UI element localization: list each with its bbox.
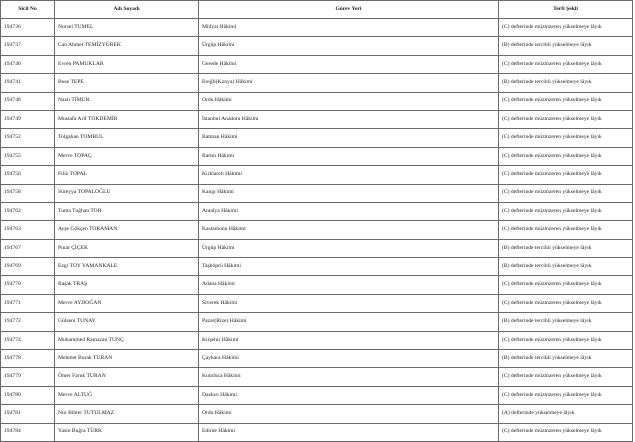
- sicil-no-cell: 194770: [1, 276, 55, 294]
- table-row: [1, 350, 633, 368]
- adi-soyadi-cell: Tolgahan TOMBUL: [55, 129, 199, 147]
- gorev-yeri-cell: Gerede Hâkimi: [199, 55, 499, 73]
- gorev-yeri-cell: Batman Hâkimi: [199, 129, 499, 147]
- adi-soyadi-cell: Ayşe Gökçen TORAMAN: [55, 221, 199, 239]
- terfi-sekli-cell: (C) defterinde müzmzeren yükselmeye lâyık: [499, 423, 633, 441]
- gorev-yeri-cell: Kırklareli Hâkimi: [199, 166, 499, 184]
- table-row: [1, 386, 633, 404]
- table-row: [1, 313, 633, 331]
- terfi-sekli-cell: (B) defterinde tercihli yükselmeye lâyık: [499, 74, 633, 92]
- gorev-yeri-cell: Adana Hâkimi: [199, 276, 499, 294]
- adi-soyadi-cell: Buse TEPE: [55, 74, 199, 92]
- table-row: [1, 239, 633, 257]
- adi-soyadi-cell: Merve ALTUĞ: [55, 386, 199, 404]
- header-row: [1, 1, 633, 19]
- terfi-sekli-cell: (C) defterinde müzmzeren yükselmeye lâyık: [499, 129, 633, 147]
- table-row: [1, 276, 633, 294]
- table-body: [1, 19, 633, 442]
- table-row: [1, 331, 633, 349]
- adi-soyadi-cell: Süreyya TOPALOĞLU: [55, 184, 199, 202]
- sicil-no-cell: 194749: [1, 110, 55, 128]
- adi-soyadi-cell: Muhammed Ramazan TUNÇ: [55, 331, 199, 349]
- adi-soyadi-cell: Ezgi TOY YAMANKALE: [55, 258, 199, 276]
- table-header: [1, 1, 633, 19]
- terfi-sekli-cell: (C) defterinde müzmzeren yükselmeye lâyık: [499, 331, 633, 349]
- gorev-yeri-cell: Bartın Hâkimi: [199, 147, 499, 165]
- table-row: [1, 74, 633, 92]
- adi-soyadi-cell: Merve AYDOĞAN: [55, 294, 199, 312]
- terfi-sekli-cell: (C) defterinde müzmzeren yükselmeye lâyık: [499, 276, 633, 294]
- table-row: [1, 405, 633, 423]
- sicil-no-cell: 194736: [1, 19, 55, 37]
- sicil-no-cell: 194767: [1, 239, 55, 257]
- sicil-no-cell: 194752: [1, 129, 55, 147]
- sicil-no-cell: 194740: [1, 55, 55, 73]
- table-row: [1, 368, 633, 386]
- table-row: [1, 294, 633, 312]
- terfi-sekli-cell: (C) defterinde müzmzeren yükselmeye lâyık: [499, 368, 633, 386]
- sicil-no-cell: 194771: [1, 294, 55, 312]
- terfi-sekli-cell: (B) defterinde tercihli yükselmeye lâyık: [499, 350, 633, 368]
- gorev-yeri-cell: Midyat Hâkimi: [199, 19, 499, 37]
- sicil-no-cell: 194737: [1, 37, 55, 55]
- terfi-sekli-cell: (B) defterinde tercihli yükselmeye lâyık: [499, 258, 633, 276]
- adi-soyadi-cell: Mustafa Arif TOKDEMİR: [55, 110, 199, 128]
- adi-soyadi-cell: Merve TOPAÇ: [55, 147, 199, 165]
- sicil-no-cell: 194763: [1, 221, 55, 239]
- terfi-sekli-cell: (B) defterinde tercihli yükselmeye lâyık: [499, 37, 633, 55]
- terfi-sekli-cell: (C) defterinde müzmzeren yükselmeye lâyık: [499, 55, 633, 73]
- gorev-yeri-cell: Dazkırı Hâkimi: [199, 386, 499, 404]
- gorev-yeri-cell: Ereğli(Konya) Hâkimi: [199, 74, 499, 92]
- table-row: [1, 147, 633, 165]
- gorev-yeri-cell: Ordu Hâkimi: [199, 405, 499, 423]
- adi-soyadi-cell: Filiz TOPAL: [55, 166, 199, 184]
- terfi-sekli-cell: (C) defterinde müzmzeren yükselmeye lâyık: [499, 19, 633, 37]
- adi-soyadi-cell: Yasin Buğra TÜRK: [55, 423, 199, 441]
- gorev-yeri-cell: Siverek Hâkimi: [199, 294, 499, 312]
- adi-soyadi-cell: Nur Bihter TUTULMAZ: [55, 405, 199, 423]
- table-row: [1, 110, 633, 128]
- terfi-sekli-cell: (C) defterinde müzmzeren yükselmeye lâyık: [499, 166, 633, 184]
- table-row: [1, 92, 633, 110]
- header-gorev-yeri: Görev Yeri: [199, 1, 499, 19]
- terfi-sekli-cell: (C) defterinde müzmzeren yükselmeye lâyık: [499, 294, 633, 312]
- adi-soyadi-cell: Evren PAMUKLAR: [55, 55, 199, 73]
- sicil-no-cell: 194741: [1, 74, 55, 92]
- gorev-yeri-cell: Taşköprü Hâkimi: [199, 258, 499, 276]
- adi-soyadi-cell: Can Ahmet TEMİZYÜREK: [55, 37, 199, 55]
- gorev-yeri-cell: Çaykara Hâkimi: [199, 350, 499, 368]
- sicil-no-cell: 194780: [1, 386, 55, 404]
- sicil-no-cell: 194778: [1, 350, 55, 368]
- table-row: [1, 37, 633, 55]
- terfi-sekli-cell: (A) defterinde yükselmeye lâyık: [499, 405, 633, 423]
- terfi-sekli-cell: (C) defterinde müzmzeren yükselmeye lâyık: [499, 202, 633, 220]
- table-row: [1, 202, 633, 220]
- table-row: [1, 184, 633, 202]
- sicil-no-cell: 194784: [1, 423, 55, 441]
- adi-soyadi-cell: Pınar ÇİÇEK: [55, 239, 199, 257]
- terfi-sekli-cell: (C) defterinde müzmzeren yükselmeye lâyık: [499, 221, 633, 239]
- gorev-yeri-cell: Edirne Hâkimi: [199, 423, 499, 441]
- adi-soyadi-cell: Mehmet Burak TURAN: [55, 350, 199, 368]
- sicil-no-cell: 194762: [1, 202, 55, 220]
- gorev-yeri-cell: Ürgüp Hâkimi: [199, 37, 499, 55]
- adi-soyadi-cell: Gülseni TUNAY: [55, 313, 199, 331]
- terfi-sekli-cell: (B) defterinde tercihli yükselmeye lâyık: [499, 313, 633, 331]
- gorev-yeri-cell: Ürgüp Hâkimi: [199, 239, 499, 257]
- sicil-no-cell: 194758: [1, 184, 55, 202]
- adi-soyadi-cell: Başak TRAŞ: [55, 276, 199, 294]
- terfi-sekli-cell: (C) defterinde müzmzeren yükselmeye lâyık: [499, 386, 633, 404]
- gorev-yeri-cell: Kangı Hâkimi: [199, 184, 499, 202]
- gorev-yeri-cell: Pazar(Rize) Hâkimi: [199, 313, 499, 331]
- table-row: [1, 166, 633, 184]
- gorev-yeri-cell: Kırşehir Hâkimi: [199, 331, 499, 349]
- sicil-no-cell: 194774: [1, 331, 55, 349]
- sicil-no-cell: 194779: [1, 368, 55, 386]
- table-row: [1, 221, 633, 239]
- adi-soyadi-cell: Nursel TUMEL: [55, 19, 199, 37]
- header-sicil-no: Sicil No: [1, 1, 55, 19]
- adi-soyadi-cell: Nazlı TİMUR: [55, 92, 199, 110]
- sicil-no-cell: 194755: [1, 147, 55, 165]
- terfi-sekli-cell: (C) defterinde müzmzeren yükselmeye lâyık: [499, 147, 633, 165]
- sicil-no-cell: 194769: [1, 258, 55, 276]
- gorev-yeri-cell: Kastamonu Hâkimi: [199, 221, 499, 239]
- terfi-sekli-cell: (C) defterinde müzmzeren yükselmeye lâyık: [499, 110, 633, 128]
- gorev-yeri-cell: Kumluca Hâkimi: [199, 368, 499, 386]
- terfi-sekli-cell: (C) defterinde müzmzeren yükselmeye lâyık: [499, 184, 633, 202]
- gorev-yeri-cell: İstanbul Anadolu Hâkimi: [199, 110, 499, 128]
- table-row: [1, 19, 633, 37]
- table-row: [1, 129, 633, 147]
- table-row: [1, 423, 633, 441]
- table-row: [1, 55, 633, 73]
- header-adi-soyadi: Adı Soyadı: [55, 1, 199, 19]
- sicil-no-cell: 194748: [1, 92, 55, 110]
- adi-soyadi-cell: Tuma Tuğhan TOR: [55, 202, 199, 220]
- gorev-yeri-cell: Antalya Hâkimi: [199, 202, 499, 220]
- terfi-sekli-cell: (B) defterinde tercihli yükselmeye lâyık: [499, 239, 633, 257]
- table-row: [1, 258, 633, 276]
- terfi-sekli-cell: (C) defterinde müzmzeren yükselmeye lâyık: [499, 92, 633, 110]
- gorev-yeri-cell: Ordu Hâkimi: [199, 92, 499, 110]
- sicil-no-cell: 194756: [1, 166, 55, 184]
- header-terfi-sekli: Terfi Şekli: [499, 1, 633, 19]
- sicil-no-cell: 194772: [1, 313, 55, 331]
- sicil-no-cell: 194781: [1, 405, 55, 423]
- adi-soyadi-cell: Ömer Faruk TURAN: [55, 368, 199, 386]
